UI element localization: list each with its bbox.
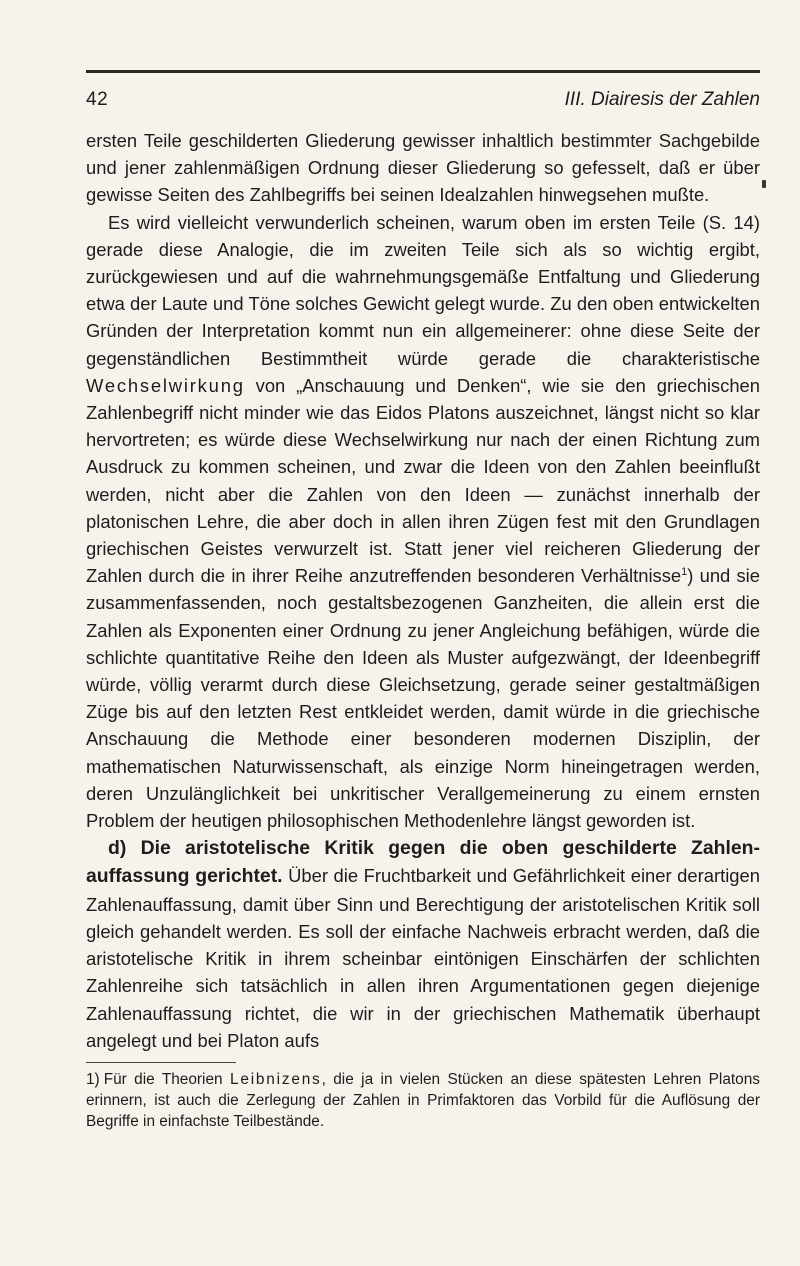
running-header bbox=[86, 87, 760, 113]
margin-mark bbox=[762, 180, 766, 188]
header-rule bbox=[86, 70, 760, 73]
emphasis-leibnizens: Leibnizens bbox=[229, 1070, 322, 1088]
footnote-part-a: Für die Theorien bbox=[103, 1070, 230, 1088]
footnote-ref: 1 bbox=[681, 566, 688, 579]
running-title: III. Diairesis der Zahlen bbox=[564, 89, 760, 110]
footnote-part-b: , die ja in vielen Stücken an diese spätesten Lehren Platons erinnern, ist auch die Zerlegung der Zahlen in Primfaktoren das Vorbild für die Auflösung der Begriffe in einfachste Teilbestände. bbox=[86, 1070, 760, 1130]
paragraph-2-part-a: Es wird vielleicht verwunderlich scheinen, warum oben im ersten Teile (S. 14) gerade diese Analogie, die im zweiten Teile sich als so wichtig ergibt, zurückgewiesen und auf die wahrnehmungsgemäße Entfaltung und Gliederung etwa der Laute und Töne solches Gewicht gelegt wurde. Zu den oben entwickelten Gründen der Interpretation kommt nun ein allgemeinerer: ohne diese Seite der gegenständlichen Bestimmtheit würde gerade die charakteristische bbox=[86, 211, 760, 369]
main-text bbox=[86, 127, 760, 1054]
footnote-rule bbox=[86, 1062, 236, 1063]
paragraph-1: ersten Teile geschilderten Gliederung gewisser inhaltlich bestimmter Sachgebilde und jener zahlenmäßigen Ordnung dieser Gliederung so gefesselt, daß er über gewisse Seiten des Zahlbegriffs bei seinen Idealzahlen hinwegsehen mußte. bbox=[86, 130, 760, 206]
section-d-paragraph bbox=[86, 834, 760, 1054]
section-d-text: Über die Fruchtbarkeit und Gefährlichkeit einer derartigen Zahlenauffassung, damit über Sinn und Berechtigung der aristotelischen Kritik soll gleich gehandelt werden. Es soll der einfache Nachweis erbracht werden, daß die aristotelische Kritik in ihrem scheinbar eintönigen Einschärfen der schlichten Zahlenreihe sich tatsächlich in allen ihren Argumentationen gegen diejenige Zahlenauffassung richtet, die wir in der griechischen Mathematik überhaupt angelegt und bei Platon aufs bbox=[86, 865, 760, 1051]
book-page bbox=[86, 70, 760, 1132]
footnote bbox=[86, 1069, 760, 1132]
footnote-number: 1) bbox=[86, 1070, 100, 1088]
paragraph-2-part-b: von „Anschauung und Denken“, wie sie den griechischen Zahlenbegriff nicht minder wie das Eidos Platons auszeichnet, längst nicht so klar hervortreten; es würde diese Wechselwirkung nur nach der einen Richtung zum Ausdruck zu kommen scheinen, und zwar die Ideen von den Zahlen beeinflußt werden, nicht aber die Zahlen von den Ideen — zunächst innerhalb der platonischen Lehre, die aber doch in allen ihren Zügen fest mit den Grundlagen griechischen Geistes verwurzelt ist. Statt jener viel reicheren Gliederung der Zahlen durch die in ihrer Reihe anzutreffenden besonderen Verhältnisse bbox=[86, 374, 760, 587]
page-number: 42 bbox=[86, 89, 109, 110]
emphasis-wechselwirkung: Wechselwirkung bbox=[86, 374, 245, 396]
section-d-heading: d) Die aristotelische Kritik gegen die oben geschilderte Zahlenauffassung gerichtet. bbox=[86, 837, 760, 888]
paragraph-2-part-c: ) und sie zusammenfassenden, noch gestaltsbezogenen Ganzheiten, die allein erst die Zahlen als Exponenten einer Ordnung zu jener Angleichung befähigen, würde die schlichte quantitative Reihe den Ideen als Muster aufgezwängt, der Ideenbegriff würde, völlig verarmt durch diese Gleichsetzung, gerade seiner gestaltmäßigen Züge bis auf den letzten Rest entkleidet werden, damit würde in die griechische Anschauung die Methode einer besonderen modernen Disziplin, der mathematischen Naturwissenschaft, als einzige Norm hineingetragen werden, deren Unzulänglichkeit bei unkritischer Verallgemeinerung zu einem ernsten Problem der heutigen philosophischen Methodenlehre längst geworden ist. bbox=[86, 565, 760, 832]
paragraph-2 bbox=[86, 209, 760, 835]
footnote-1 bbox=[86, 1069, 760, 1132]
